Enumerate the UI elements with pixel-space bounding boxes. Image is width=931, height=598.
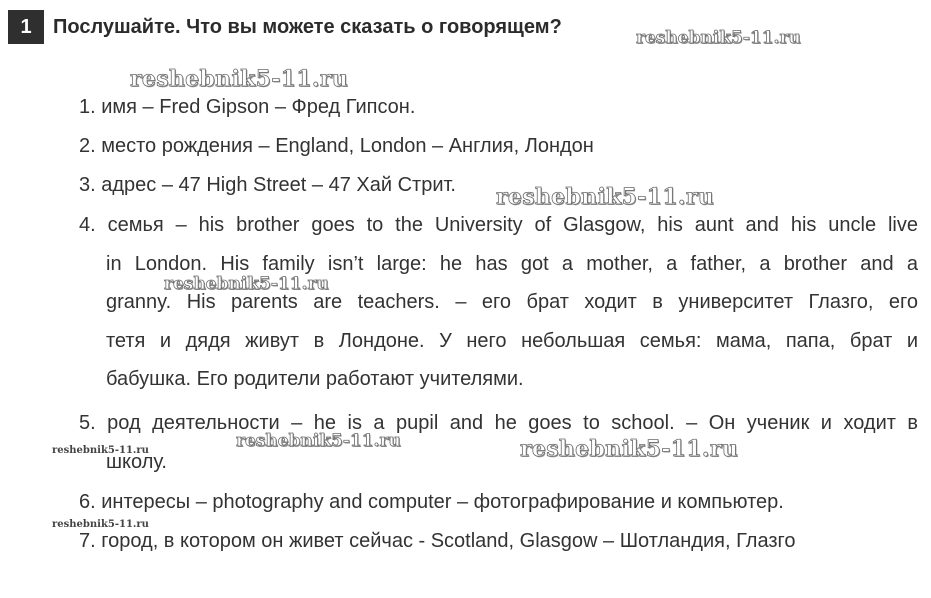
list-item-4-line-3: granny. His parents are teachers. – его брат ходит в университет Глазго, его [106, 291, 918, 313]
list-item-1: 1. имя – Fred Gipson – Фред Гипсон. [79, 96, 416, 118]
exercise-number-badge: 1 [8, 10, 44, 44]
list-item-5-line-1: 5. род деятельности – he is a pupil and he goes to school. – Он ученик и ходит в [79, 412, 918, 434]
exercise-title: Послушайте. Что вы можете сказать о говорящем? [53, 15, 562, 38]
list-item-5-line-2: школу. [106, 450, 167, 473]
watermark: reshebnik5-11.ru [130, 66, 349, 92]
list-item-2: 2. место рождения – England, London – Англия, Лондон [79, 135, 594, 157]
list-item-4-line-1: 4. семья – his brother goes to the University of Glasgow, his aunt and his uncle live [79, 214, 918, 236]
list-item-3: 3. адрес – 47 High Street – 47 Хай Стрит. [79, 174, 456, 196]
watermark: reshebnik5-11.ru [520, 436, 739, 462]
list-item-4-line-4: тетя и дядя живут в Лондоне. У него небольшая семья: мама, папа, брат и [106, 329, 918, 352]
list-item-7: 7. город, в котором он живет сейчас - Scotland, Glasgow – Шотландия, Глазго [79, 530, 796, 552]
list-item-4-line-5: бабушка. Его родители работают учителями. [106, 368, 524, 390]
watermark: reshebnik5-11.ru [496, 184, 715, 210]
exercise-header [8, 10, 562, 44]
list-item-5 [79, 404, 918, 481]
watermark: reshebnik5-11.ru [52, 445, 149, 456]
list-item-4-line-2: in London. His family isn’t large: he has got a mother, a father, a brother and a [106, 252, 918, 275]
watermark: reshebnik5-11.ru [236, 431, 401, 451]
watermark: reshebnik5-11.ru [164, 274, 329, 294]
watermark: reshebnik5-11.ru [636, 28, 801, 48]
list-item-6: 6. интересы – photography and computer – фотографирование и компьютер. [79, 491, 784, 513]
list-item-4 [79, 206, 918, 399]
watermark: reshebnik5-11.ru [52, 519, 149, 530]
